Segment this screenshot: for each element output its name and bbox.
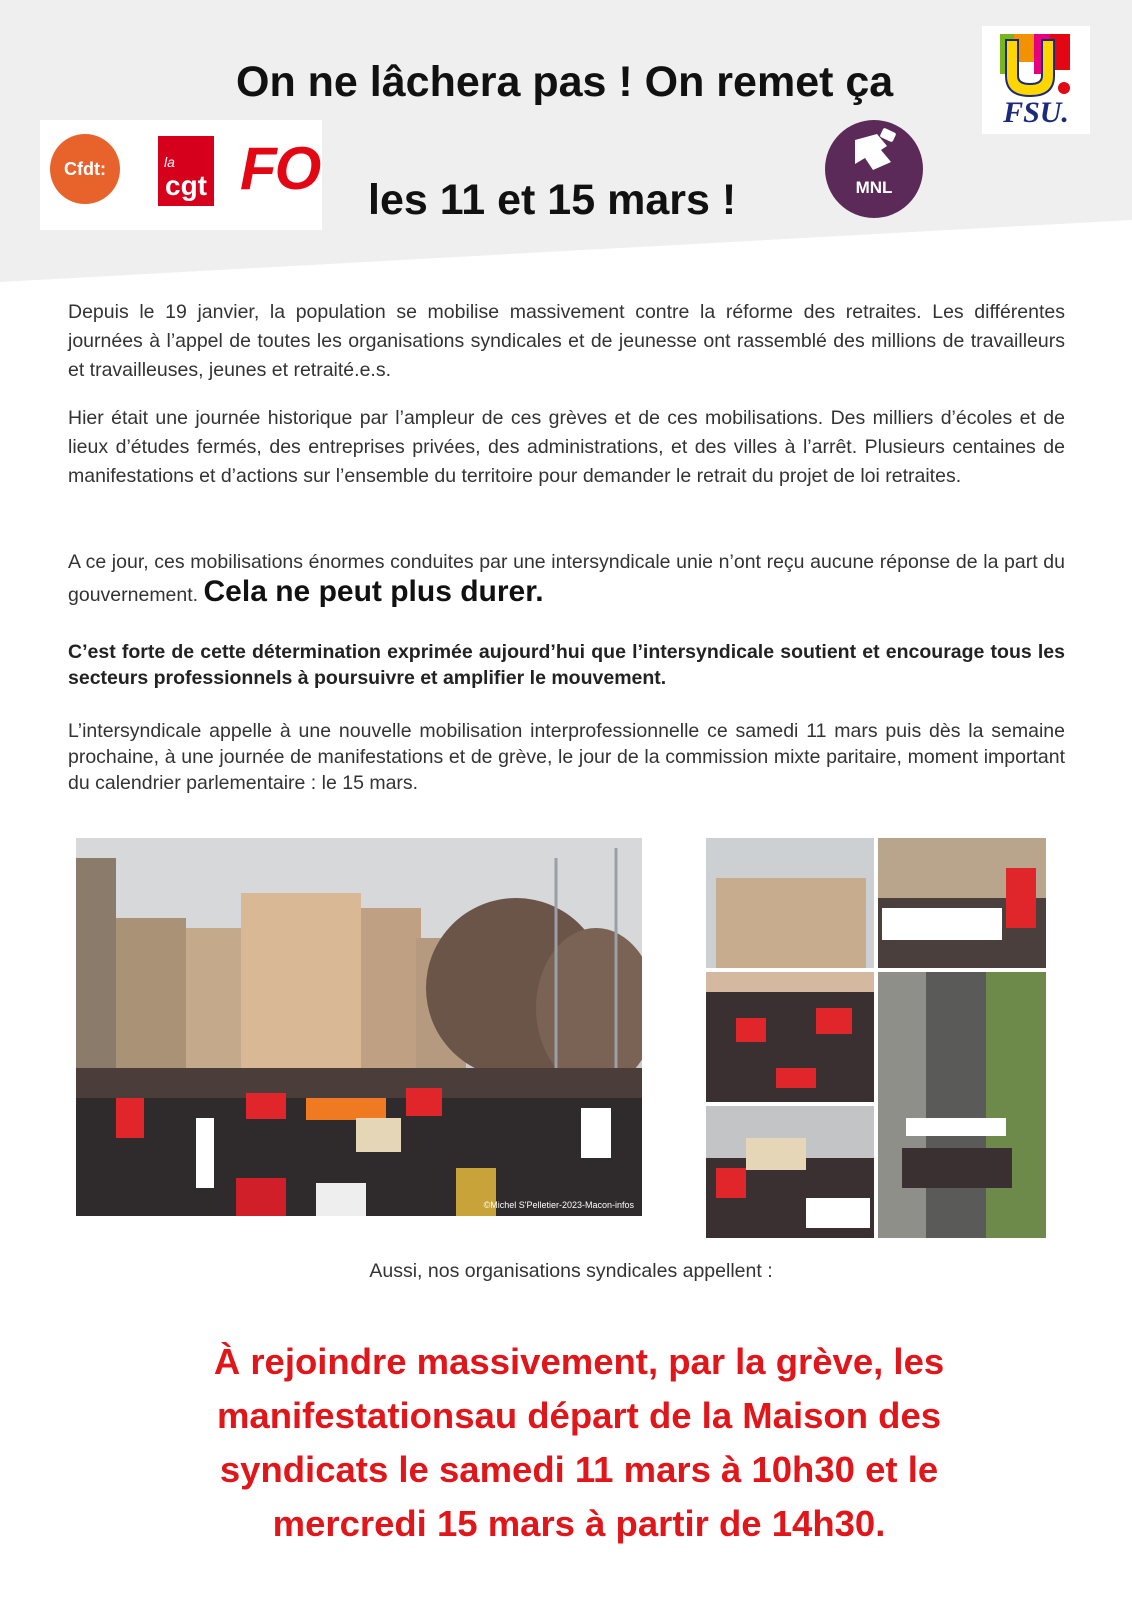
cgt-logo: la cgt — [158, 136, 214, 206]
emphasis-text: Cela ne peut plus durer. — [203, 575, 544, 608]
fsu-logo: FSU. — [982, 26, 1090, 134]
photo-credit: ©Michel S'Pelletier-2023-Macon-infos — [483, 1200, 634, 1210]
protest-photo-main — [76, 838, 642, 1216]
mnl-emblem-icon — [825, 120, 923, 218]
mnl-logo: MNL — [825, 120, 923, 218]
mobilisation-call-text: À rejoindre massivement, par la grève, les manifestationsau départ de la Maison des syndicats le samedi 11 mars à 10h30 et le mercredi 15 mars à partir de 14h30. — [213, 1341, 945, 1544]
page-title-line-2: les 11 et 15 mars ! — [368, 176, 737, 224]
paragraph-no-response — [68, 548, 1065, 610]
page-title-line-1: On ne lâchera pas ! On remet ça — [236, 58, 894, 106]
call-lead-text: Aussi, nos organisations syndicales appellent : — [369, 1260, 773, 1282]
protest-photo-collage — [706, 838, 1046, 1238]
protest-collage-image — [706, 838, 1046, 1238]
paragraph-determination: C’est forte de cette détermination exprimée aujourd’hui que l’intersyndicale soutient et encourage tous les secteurs professionnels à poursuivre et amplifier le mouvement. — [68, 641, 1065, 689]
fo-logo: FO — [240, 135, 320, 202]
cfdt-logo: Cfdt: — [50, 134, 120, 204]
paragraph-historic-day: Hier était une journée historique par l’ampleur de ces grèves et de ces mobilisations. Des milliers d’écoles et de lieux d’études fermés, des entreprises privées, des administrations, et des villes à l’arrêt. Plusieurs centaines de manifestations et d’actions sur l’ensemble du territoire pour demander le retrait du projet de loi retraites. — [68, 407, 1065, 487]
paragraph-mobilisation-call: L’intersyndicale appelle à une nouvelle mobilisation interprofessionnelle ce samedi 11 mars puis dès la semaine prochaine, à une journée de manifestations et de grève, le jour de la commission mixte paritaire, moment important du calendrier parlementaire : le 15 mars. — [68, 720, 1065, 794]
no-response-text: A ce jour, ces mobilisations énormes conduites par une intersyndicale unie n’ont reçu aucune réponse de la part du gouvernement. — [68, 551, 1065, 606]
protest-crowd-image — [76, 838, 642, 1216]
union-logos-strip — [40, 120, 322, 230]
paragraph-intro: Depuis le 19 janvier, la population se mobilise massivement contre la réforme des retraites. Les différentes journées à l’appel de toutes les organisations syndicales et de jeunesse ont rassemblé des millions de travailleurs et travailleuses, jeunes et retraité.e.s. — [68, 301, 1065, 381]
